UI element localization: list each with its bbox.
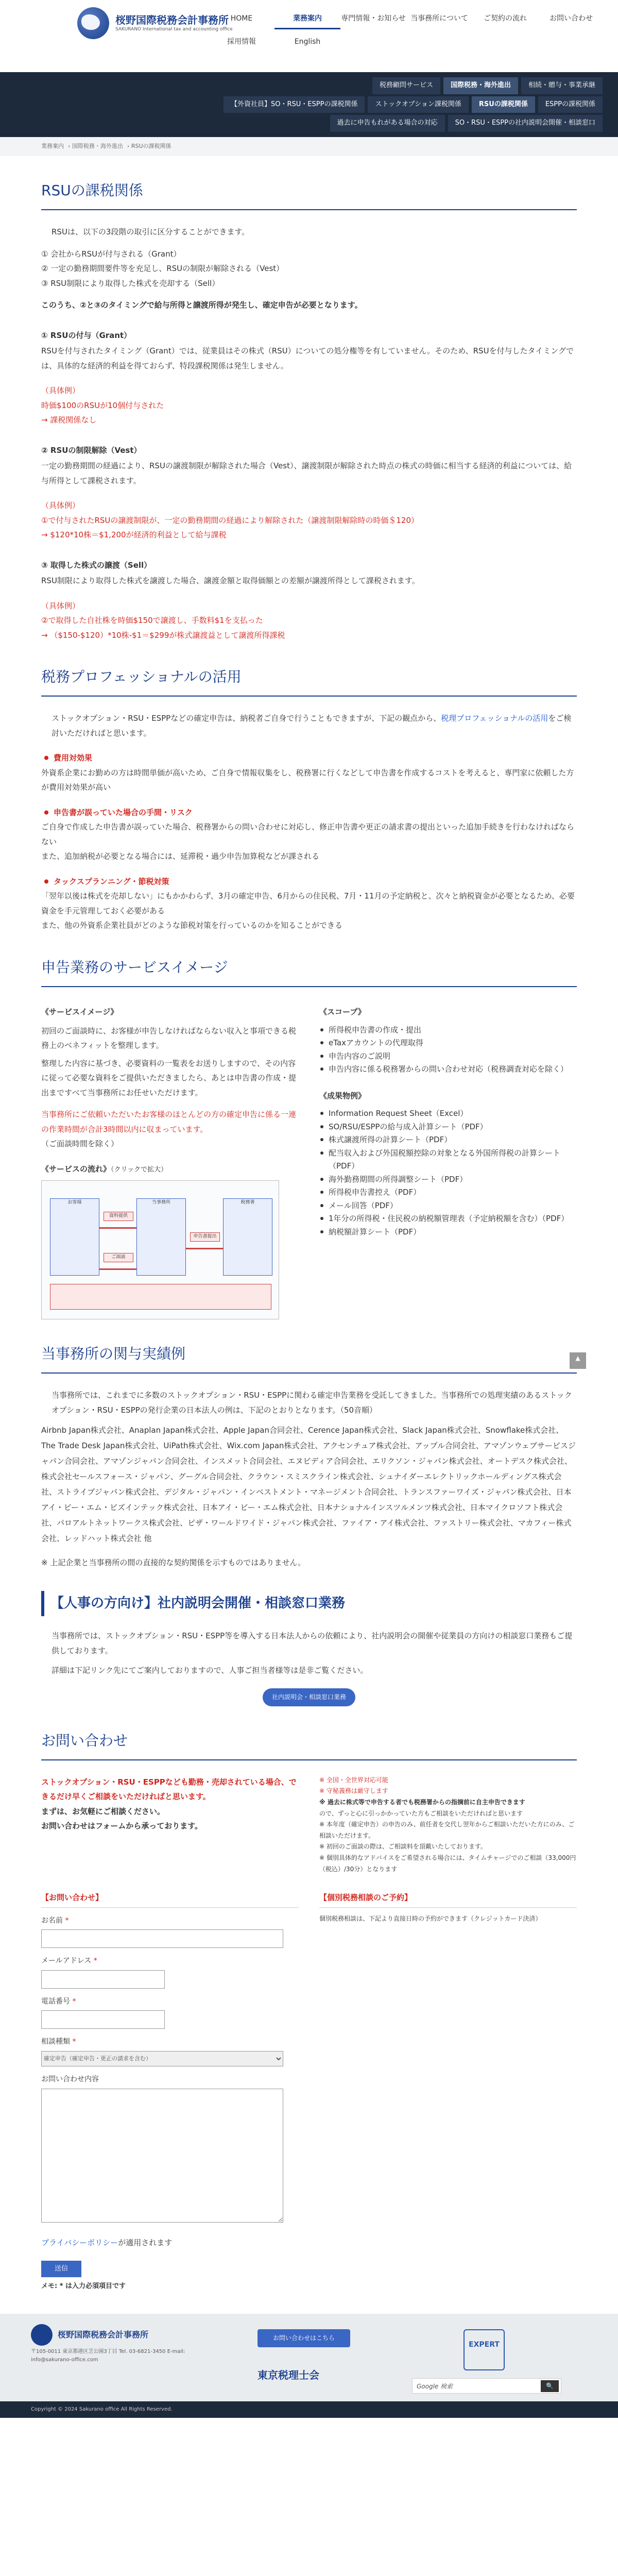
diagram-label: 申告書提出 (190, 1232, 220, 1242)
record-company-list: Airbnb Japan株式会社、Anaplan Japan株式会社、Apple Japan合同会社、Cerence Japan株式会社、Slack Japan株式会社、Snowflake株式会社、The Trade Desk Japan株式会社、UiPath株式会社、Wix.com Japan株式会社、アクセンチュア株式会社、アップル合同会社、アマゾンウェブサービスジャパン合同会社、アマゾンジャパン合同会社、インスメット合同会社、エヌビディア合同会社、エリクソン・ジャパン株式会社、オートデスク株式会社、株式会社セールスフォース・ジャパン、グーグル合同会社、クラウン・スミスクライン株式会社、シュナイダーエレクトリックホールディングス株式会社、ストライプジャパン株式会社、デジタル・ジャパン・インベストメント・マネージメント合同会社、トランスファーワイズ・ジャパン株式会社、日本アイ・ビー・エム・ビズインテック株式会社、日本アイ・ビー・エム株式会社、日本ナショナルインスツルメンツ株式会社、日本マイクロソフト株式会社、パロアルトネットワークス株式会社、ピザ・ワールドワイド・ジャパン株式会社、ファイア・アイ株式会社、ファストリー株式会社、マカフィー株式会社、レッドハット株式会社 他 (41, 1426, 576, 1544)
service-columns (41, 1002, 577, 1319)
section-title: 税務プロフェッショナルの活用 (41, 663, 577, 697)
diagram-arrow (186, 1248, 223, 1249)
list-item (41, 751, 577, 795)
pro-item-heading: 費用対効果 (41, 751, 577, 766)
section-title: 申告業務のサービスイメージ (41, 954, 577, 987)
list-item: ※ 初回のご面談の際は、ご相談料を頂戴いたしております。 (319, 1843, 487, 1851)
rsu-grant-heading: ① RSUの付与（Grant） (41, 330, 132, 340)
site-header (0, 0, 618, 72)
submit-button[interactable]: 送信 (41, 2261, 81, 2278)
breadcrumb-item[interactable]: 国際税務・海外進出 (72, 143, 123, 150)
subnav-item[interactable]: RSUの課税関係 (472, 96, 535, 113)
deliverables-list (319, 1107, 577, 1239)
example-text: ①で付与されたRSUの譲渡制限が、一定の勤務期間の経過により解除された（譲渡制限解除時の時価＄120） (41, 515, 419, 525)
pro-link[interactable]: 税理プロフェッショナルの活用 (441, 714, 548, 723)
global-nav (209, 9, 605, 54)
diagram-label: ご面談 (104, 1253, 133, 1262)
example-text: ②で取得した自社株を時価$150で譲渡し、手数料$1を支払った (41, 616, 263, 625)
hr-service-button[interactable]: 社内説明会・相談窓口業務 (263, 1688, 355, 1706)
contact-section (41, 1775, 577, 2293)
breadcrumb-item[interactable]: 業務案内 (41, 143, 64, 150)
expert-badge: EXPERT (464, 2329, 505, 2370)
list-item: 申告内容のご説明 (319, 1050, 577, 1063)
main-content (41, 177, 577, 2293)
diagram-box: お客様 (50, 1198, 99, 1276)
nav-english[interactable]: English (294, 38, 321, 46)
section-title: お問い合わせ (41, 1727, 577, 1760)
rsu-step: ① 会社からRSUが付与される（Grant） (41, 249, 181, 259)
example-result: → $120*10株＝$1,200が経済的利益として給与課税 (41, 530, 227, 540)
phone-label: 電話番号 * (41, 1997, 76, 2006)
rsu-sell-heading: ③ 取得した株式の譲渡（Sell） (41, 560, 152, 570)
list-item: eTaxアカウントの代理取得 (319, 1037, 577, 1050)
record-intro: 当事務所では、これまでに多数のストックオプション・RSU・ESPPに関わる確定申告業務を受託してきました。当事務所での処理実績のあるストックオプション・RSU・ESPPの発行企業の日本法人の例は、下記のとおりとなります。（50音順） (52, 1391, 572, 1415)
logo-globe-icon (77, 7, 109, 39)
service-note: （ご面談時間を除く） (41, 1139, 119, 1149)
subnav-item[interactable]: 過去に申告もれがある場合の対応 (330, 115, 445, 132)
phone-input[interactable] (41, 2010, 165, 2029)
section-title: 当事務所の関与実績例 (41, 1340, 577, 1374)
list-item: 納税額計算シート（PDF） (319, 1226, 577, 1239)
hr-body: 当事務所では、ストックオプション・RSU・ESPP等を導入する日本法人からの依頼により、社内説明会の開催や従業員の方向けの相談窓口業務もご提供しております。 (52, 1631, 573, 1655)
list-item: 申告内容に係る税務署からの問い合わせ対応（税務調査対応を除く） (319, 1063, 577, 1076)
list-item: ※ 守秘義務は厳守します (319, 1787, 388, 1795)
pro-intro-b: をご検討いただければと思います。 (52, 714, 572, 738)
example-text: 時価$100のRSUが10個付与された (41, 400, 164, 410)
logo-text-jp: 桜野国際税務会計事務所 (115, 13, 229, 26)
list-item: メール回答（PDF） (319, 1199, 577, 1213)
rsu-sell-body: RSU制限により取得した株式を譲渡した場合、譲渡金額と取得価額との差額が譲渡所得として課税されます。 (41, 576, 420, 586)
diagram-arrow (99, 1268, 136, 1270)
message-textarea[interactable] (41, 2089, 283, 2223)
subnav-item[interactable]: SO・RSU・ESPPの社内説明会開催・相談窓口 (448, 115, 603, 132)
list-item: ので、ずっと心に引っかかっていた方もご相談をいただければと思います (319, 1809, 523, 1817)
contact-notes (319, 1775, 577, 1875)
consult-heading: 【個別税務相談のご予約】 (319, 1890, 577, 1908)
list-item: 株式譲渡所得の計算シート（PDF） (319, 1133, 577, 1147)
pro-item-body: 「翌年以後は株式を売却しない」にもかかわらず、3月の確定申告、6月からの住民税、7月・11月の予定納税と、次々と納税資金が必要となるため、必要資金を手元管理しておく必要がある また、他の外資系企業社員がどのような節税対策を行っているのかを知ることができる (41, 891, 575, 930)
footer-logo-text[interactable]: 桜野国際税務会計事務所 (58, 2329, 149, 2340)
form-heading: 【お問い合わせ】 (41, 1890, 299, 1908)
subnav-item[interactable]: 【外資社員】SO・RSU・ESPPの課税関係 (224, 96, 365, 113)
name-label: お名前 * (41, 1916, 69, 1925)
list-item: ※ 過去に株式等で申告する者でも税務署からの指摘前に自主申告できます (319, 1798, 525, 1806)
list-item (41, 874, 577, 933)
contact-lead: まずは、お気軽にご相談ください。 (41, 1806, 165, 1816)
list-item: 1年分の所得税・住民税の納税額管理表（予定納税額を含む）（PDF） (319, 1212, 577, 1226)
diagram-box: 税務署 (223, 1198, 272, 1276)
nav-about[interactable]: 当事務所について (410, 14, 468, 23)
message-label: お問い合わせ内容 (41, 2075, 99, 2083)
rsu-step: ③ RSU制限により取得した株式を売却する（Sell） (41, 278, 220, 288)
pro-item-heading: 申告書が誤っていた場合の手間・リスク (41, 805, 577, 820)
service-highlight: 当事務所にご依頼いただいたお客様のほとんどの方の確定申告に係る一連の作業時間が合計3時間以内に収まっています。 (41, 1110, 297, 1134)
flow-note: （クリックで拡大） (111, 1165, 167, 1174)
email-input[interactable] (41, 1970, 165, 1989)
nav-flow[interactable]: ご契約の流れ (484, 14, 527, 23)
list-item: 配当収入および外国税額控除の対象となる外国所得税の計算シート（PDF） (319, 1147, 577, 1173)
service-image-body: 整理した内容に基づき、必要資料の一覧表をお送りしますので、その内容に従って必要な資料をご提供いただきましたら、あとは申告書の作成・提出まですべて当事務所にお任せいただけます。 (41, 1058, 297, 1097)
footer-address: 〒105-0011 東京都港区芝公園3丁目 Tel. 03-6821-3450 E-mail: info@sakurano-office.com (31, 2348, 185, 2363)
section-title: RSUの課税関係 (41, 177, 577, 210)
example-result: → 課税関係なし (41, 415, 97, 425)
example-result: → （$150-$120）*10株-$1＝$299が株式譲渡益として譲渡所得課税 (41, 630, 285, 640)
category-label: 相談種類 * (41, 2038, 76, 2046)
subnav-item[interactable]: 相続・贈与・事業承継 (521, 77, 603, 94)
footer-contact-button[interactable]: お問い合わせはこちら (258, 2329, 350, 2347)
section-title: 【人事の方向け】社内説明会開催・相談窓口業務 (41, 1591, 577, 1616)
copyright: Copyright © 2024 Sakurano office All Rights Reserved. (0, 2401, 618, 2418)
example-label: （具体例） (41, 501, 80, 511)
rsu-grant-body: RSUを付与されたタイミング（Grant）では、従業員はその株式（RSU）についての処分権等を有していません。そのため、RSUを付与したタイミングでは、具体的な経済的利益を得ておらず、特段課税関係は発生しません。 (41, 346, 574, 370)
site-footer (0, 2314, 618, 2401)
list-item: Information Request Sheet（Excel） (319, 1107, 577, 1121)
pro-item-body: ご自身で作成した申告書が誤っていた場合、税務署からの問い合わせに対応し、修正申告書や更正の請求書の提出といった追加手続きを行わなければならない また、追加納税が必要となる場合には、延滞税・過少申告加算税などが課される (41, 822, 575, 861)
service-image-body: 初回のご面談時に、お客様が申告しなければならない収入と事項できる税務上のベネフィットを整理します。 (41, 1026, 297, 1050)
diagram-box: 当事務所 (136, 1198, 186, 1276)
list-item (41, 805, 577, 864)
list-item: SO/RSU/ESPPの給与成入計算シート（PDF） (319, 1121, 577, 1134)
nav-contact[interactable]: お問い合わせ (550, 14, 593, 23)
list-item: 所得税申告書控え（PDF） (319, 1186, 577, 1199)
subnav-item[interactable]: 国際税務・海外進出 (443, 77, 518, 94)
diagram-label: 資料提供 (104, 1212, 133, 1221)
category-select[interactable] (41, 2051, 283, 2066)
logo-text-en: SAKURANO International tax and accounting office (115, 26, 233, 32)
nav-recruit[interactable]: 採用情報 (227, 38, 256, 46)
privacy-text: が適用されます (118, 2238, 173, 2248)
list-item: ※ 個別具体的なアドバイスをご希望される場合には、タイムチャージでのご相談（33,000円（税込）/30分）となります (319, 1854, 576, 1873)
rsu-step: ② 一定の勤務期間要件等を充足し、RSUの制限が解除される（Vest） (41, 264, 284, 274)
diagram-footer-bar (50, 1284, 271, 1310)
hr-body: 詳細は下記リンク先にてご案内しておりますので、人事ご担当者様等は是非ご覧ください。 (52, 1666, 368, 1675)
privacy-link[interactable]: プライバシーポリシー (41, 2238, 118, 2248)
footer-search[interactable]: 🔍 Google 検索 (412, 2378, 561, 2394)
rsu-intro: RSUは、以下の3段階の取引に区分することができます。 (52, 227, 250, 237)
service-image-heading: 《サービスイメージ》 (41, 1007, 118, 1017)
nav-news[interactable]: 専門情報・お知らせ (341, 14, 406, 23)
subnav-item[interactable]: ESPPの課税関係 (538, 96, 603, 113)
rsu-vest-body: 一定の勤務期間の経過により、RSUの譲渡制限が解除された場合（Vest）、譲渡制限が解除された時点の株式の時価に相当する経済的利益については、給与所得として課税されます。 (41, 461, 572, 485)
rsu-summary: このうち、②と③のタイミングで給与所得と譲渡所得が発生し、確定申告が必要となります。 (41, 300, 363, 310)
consult-body: 個別税務相談は、下記より直接日時の予約ができます（クレジットカード決済） (319, 1914, 542, 1922)
contact-lead: ストックオプション・RSU・ESPPなども勤務・売却されている場合、できるだけ早くご相談をいただければと思います。 (41, 1777, 297, 1802)
example-label: （具体例） (41, 601, 80, 611)
breadcrumb: 業務案内 › 国際税務・海外進出 › RSUの課税関係 (0, 137, 618, 156)
pro-item-heading: タックスプランニング・節税対策 (41, 874, 577, 889)
page-top-button[interactable]: ▲ (570, 1352, 586, 1369)
scope-heading: 《スコープ》 (319, 1007, 366, 1017)
diagram-arrow (99, 1227, 136, 1229)
footer-logo-icon (31, 2324, 53, 2346)
example-label: （具体例） (41, 386, 80, 396)
deliverables-heading: 《成果物例》 (319, 1091, 366, 1100)
rsu-vest-heading: ② RSUの制限解除（Vest） (41, 445, 142, 455)
list-item: ※ 本年度（確定申告）の申告のみ、前任者を交代し翌年からご相談いただいた方にのみ、ご相談いただけます。 (319, 1821, 575, 1839)
breadcrumb-item: RSUの課税関係 (131, 143, 171, 150)
flow-heading: 《サービスの流れ》 (41, 1164, 111, 1174)
required-note: メモ: * は入力必須項目です (41, 2282, 126, 2291)
search-icon[interactable]: 🔍 (541, 2380, 559, 2392)
pro-list (41, 751, 577, 933)
sub-nav (0, 72, 618, 137)
subnav-item[interactable]: ストックオプション課税関係 (368, 96, 468, 113)
tax-association-logo[interactable]: 東京税理士会 (258, 2368, 319, 2381)
pro-item-body: 外資系企業にお勤めの方は時間単価が高いため、ご自身で情報収集をし、税務署に行くなどして申告書を作成するコストを考えると、専門家に依頼した方が費用対効果が高い (41, 768, 574, 792)
record-note: ※ 上記企業と当事務所の間の直接的な契約関係を示すものではありません。 (41, 1558, 306, 1568)
list-item: 所得税申告書の作成・提出 (319, 1024, 577, 1037)
list-item: 海外勤務期間の所得調整シート（PDF） (319, 1173, 577, 1187)
name-input[interactable] (41, 1929, 283, 1948)
nav-services[interactable]: 業務案内 (274, 9, 340, 29)
subnav-item[interactable]: 税務顧問サービス (372, 77, 440, 94)
list-item: ※ 全国・全世界対応可能 (319, 1776, 388, 1784)
pro-intro: ストックオプション・RSU・ESPPなどの確定申告は、納税者ご自身で行うこともできますが、下記の観点から、 (52, 714, 441, 723)
email-label: メールアドレス * (41, 1957, 97, 1965)
nav-home[interactable]: HOME (230, 14, 253, 23)
scope-list (319, 1024, 577, 1076)
service-flow-diagram[interactable] (41, 1180, 279, 1319)
contact-lead: お問い合わせはフォームから承っております。 (41, 1821, 203, 1831)
